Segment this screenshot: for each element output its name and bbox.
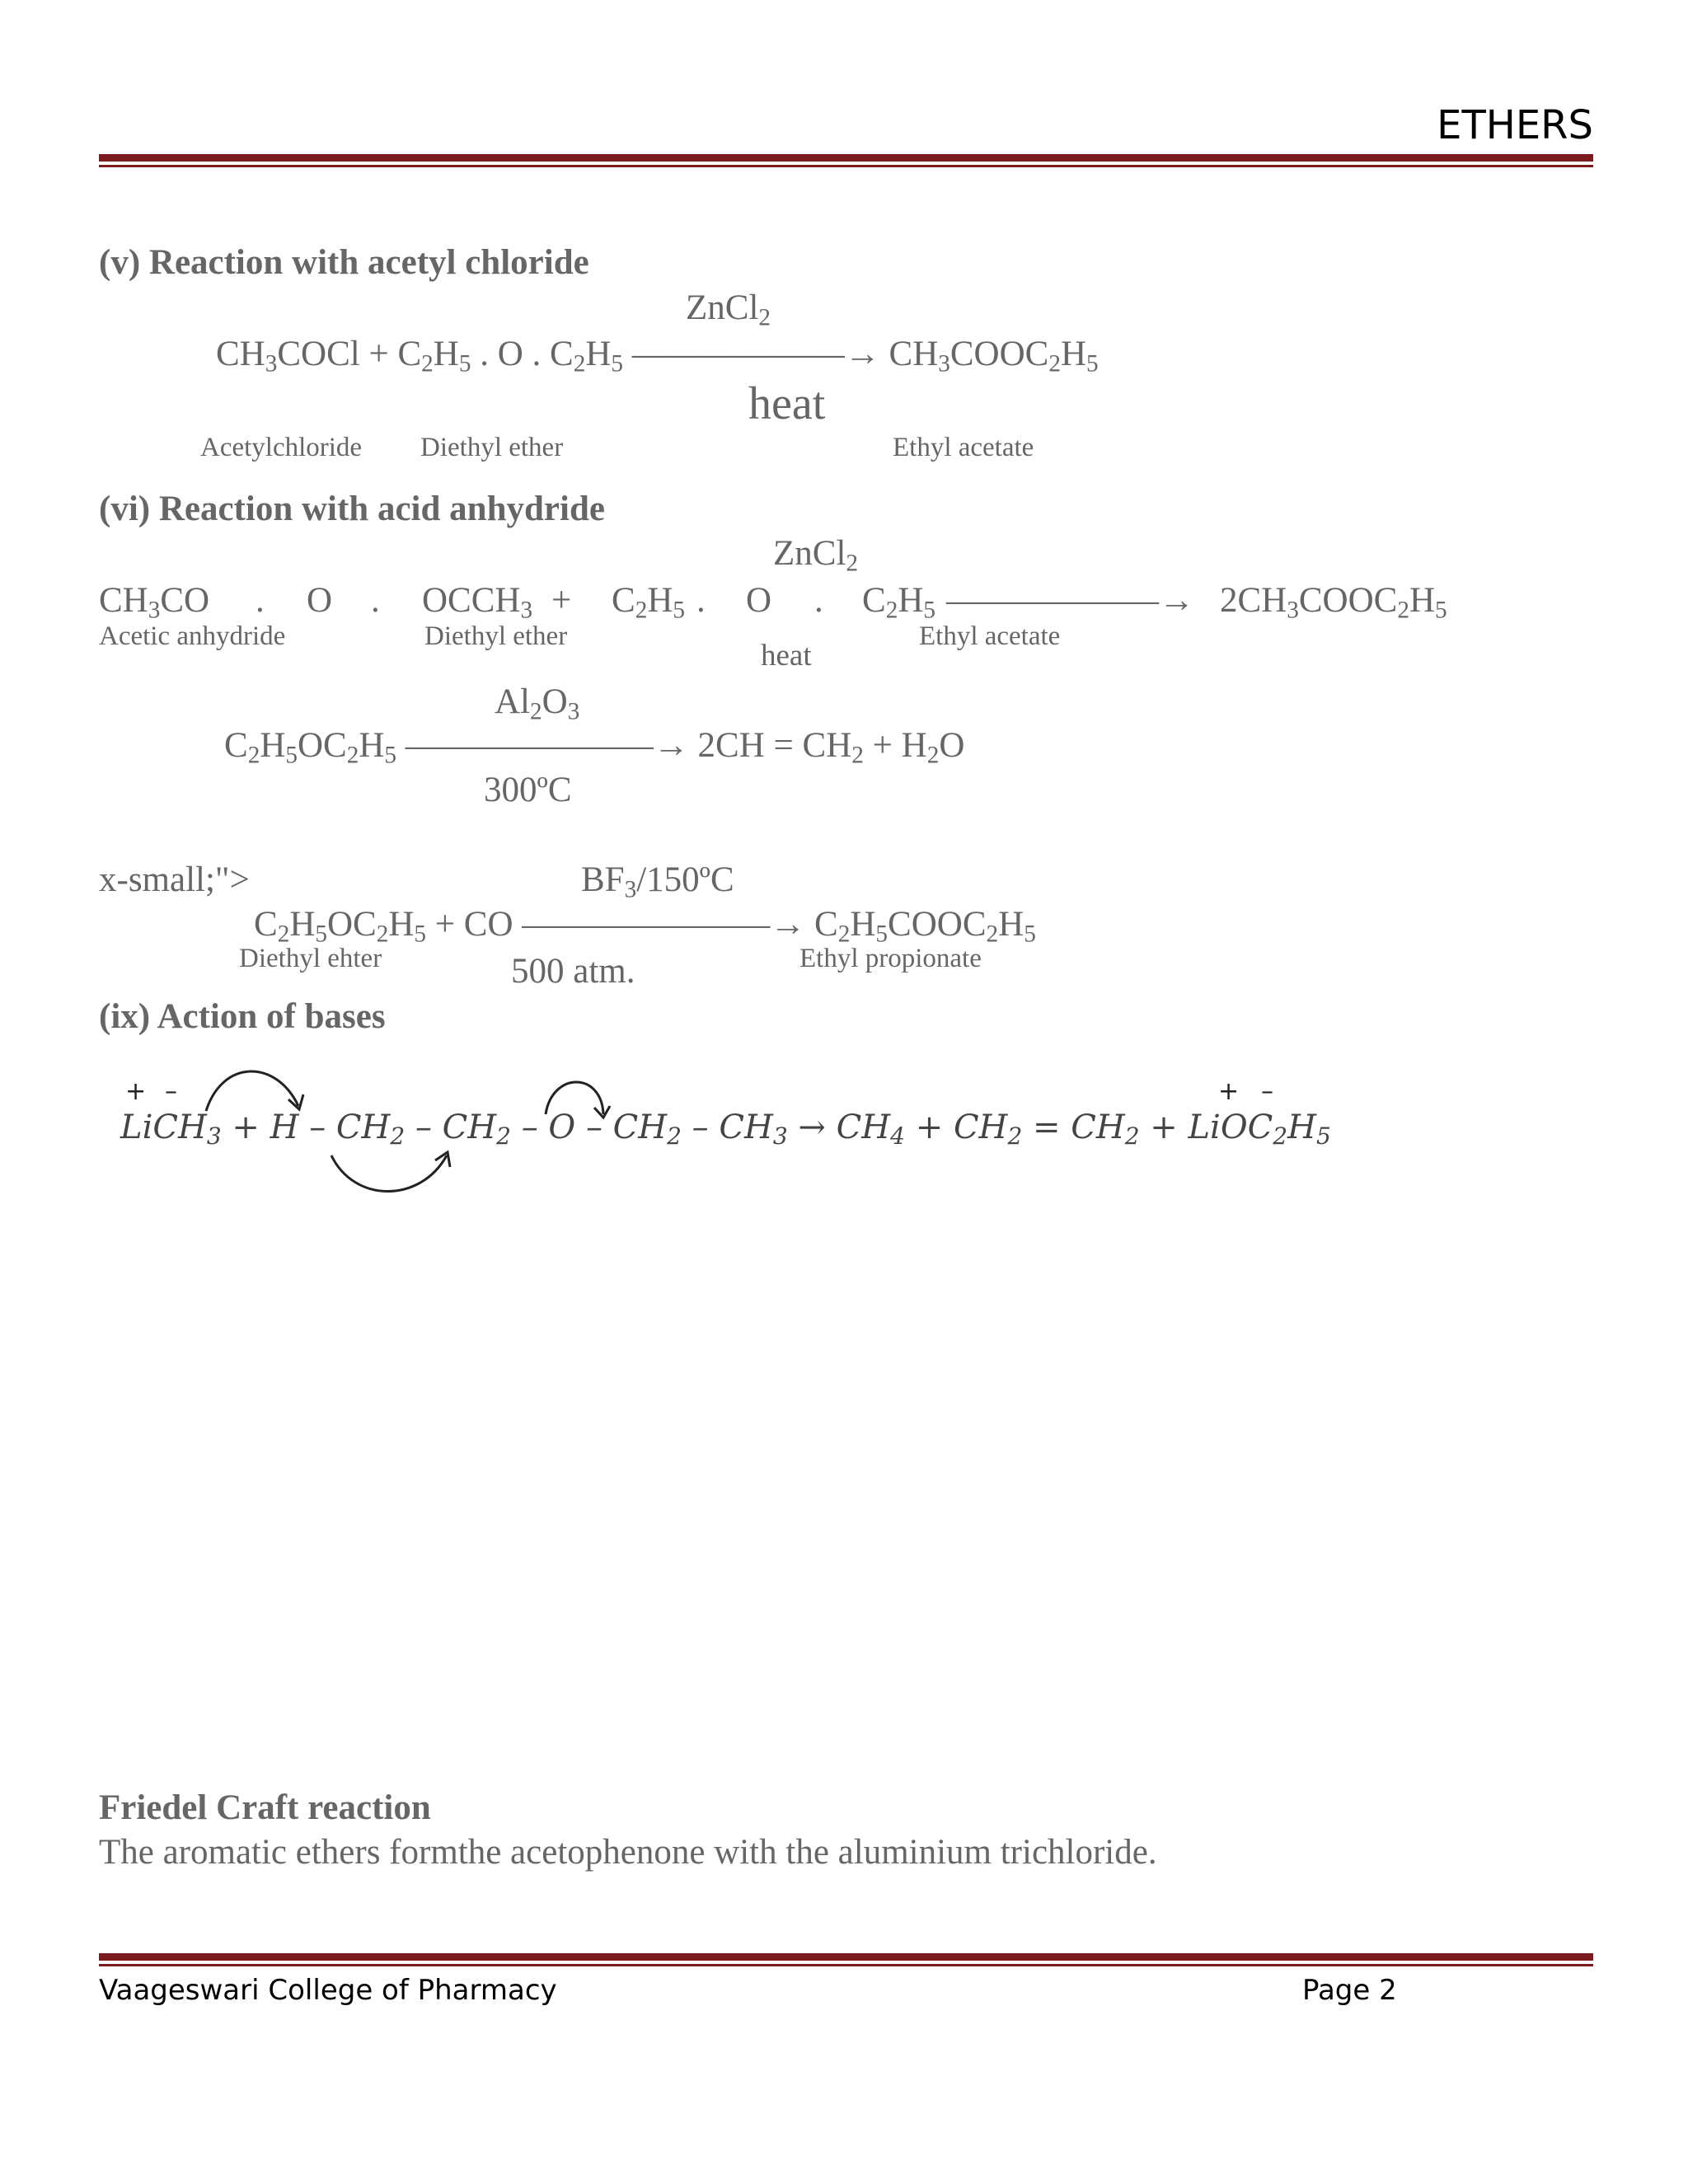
condition-heat: heat [761,639,812,673]
product-ethyl-acetate: $2CH_3COOC_2H_5$ [1220,581,1447,624]
footer-college-name: Vaageswari College of Pharmacy [99,1974,557,2007]
label-diethyl-ether: Diethyl ether [420,433,564,462]
section-heading-acetyl-chloride: (v) Reaction with acetyl chloride [99,243,589,282]
label-acetylchloride: Acetylchloride [200,433,363,462]
footer-rule-thick [99,1953,1593,1961]
term-occh3: $OCCH_3$ [422,581,533,624]
minus-charge: – [1261,1077,1273,1106]
mechanism-scheme [115,1063,1401,1212]
dot: . [696,581,706,620]
minus-charge: – [165,1077,177,1106]
label-ethyl-propionate: Ethyl propionate [799,944,982,973]
curved-arrow-1 [206,1071,298,1111]
curved-arrow-2 [331,1155,447,1192]
condition-300c: 300ºC [484,771,572,809]
equation-carbonylation: $C_2H_5OC_2H_5$ + CO ———————→ $C_2H_5COOC_2H_5$ [254,905,1036,948]
plus-charge: + [1218,1077,1240,1106]
dot: . [256,581,265,620]
friedel-craft-text: The aromatic ethers formthe acetophenone with the aluminium trichloride. [99,1833,1157,1872]
term-c2h5: $C_2H_5$ [612,581,685,624]
running-header-title: ETHERS [1437,102,1593,148]
section-heading-acid-anhydride: (vi) Reaction with acid anhydride [99,490,605,528]
section-heading-action-of-bases: (ix) Action of bases [99,997,386,1036]
footer-rule-thin [99,1964,1593,1966]
stray-markup-text: x-small;"> [99,860,250,899]
catalyst-bf3: $BF_3/150ºC$ [581,860,734,903]
label-ethyl-acetate: Ethyl acetate [893,433,1034,462]
mechanism-equation: LiCH$_3$ + $H - CH_2 - CH_2 - O - CH_2 - CH_3 \to CH_4 + CH_2 = CH_2$ + $LiOC_2H_5$ [120,1108,1331,1150]
footer-page-number: Page 2 [1302,1974,1397,2007]
plus-sign: + [551,581,572,620]
catalyst-zncl2: ZnCl$_2$ [773,534,859,577]
equation-dehydration: $C_2H_5OC_2H_5$ ———————→ $2CH = CH_2 + H_2O$ [224,726,965,769]
header-rule-thin [99,165,1593,167]
label-ethyl-acetate: Ethyl acetate [919,621,1061,651]
condition-heat-large: heat [748,378,826,429]
label-diethyl-ehter: Diethyl ehter [239,944,382,973]
dot: . [814,581,823,620]
reaction-arrow: ——————→ [946,581,1194,620]
label-diethyl-ether: Diethyl ether [424,621,568,651]
term-o: O [307,581,333,620]
catalyst-al2o3: $Al_2O_3$ [495,682,580,725]
catalyst-zncl2: ZnCl$_2$ [686,288,771,331]
term-c2h5: $C_2H_5$ [862,581,935,624]
dot: . [371,581,380,620]
electron-arrows [115,1063,1401,1212]
section-heading-friedel-craft: Friedel Craft reaction [99,1788,431,1827]
term-o: O [746,581,772,620]
plus-charge: + [125,1077,147,1106]
header-rule-thick [99,154,1593,162]
condition-500atm: 500 atm. [511,952,635,991]
equation-acetyl-chloride: $CH_3COCl + C_2H_5$ . O . $C_2H_5$ ——————→ $CH_3COOC_2H_5$ [216,335,1099,377]
label-acetic-anhydride: Acetic anhydride [99,621,286,651]
term-ch3co: $CH_3CO$ [99,581,210,624]
